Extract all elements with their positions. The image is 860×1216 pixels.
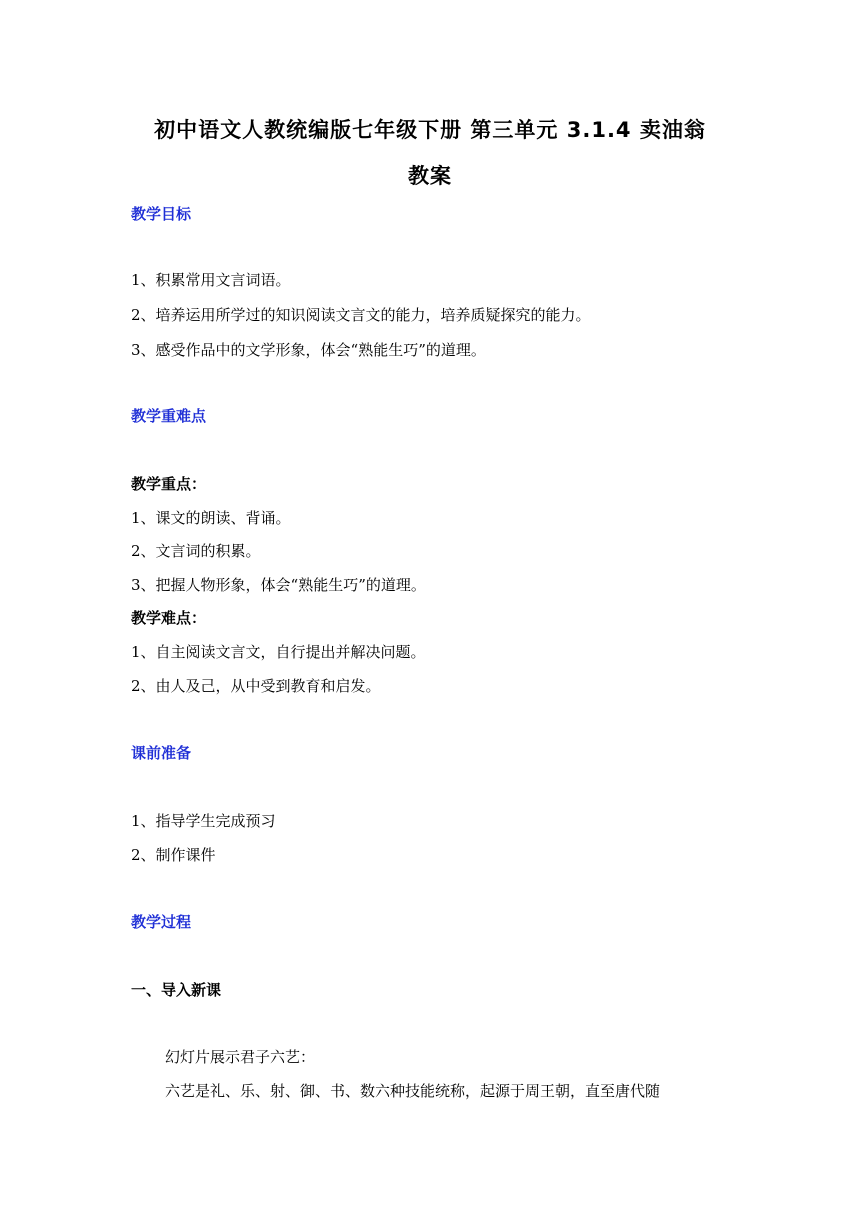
- goal-item: 3、感受作品中的文学形象，体会“熟能生巧”的道理。: [131, 341, 486, 359]
- difficulty-item: 2、由人及己，从中受到教育和启发。: [131, 677, 381, 695]
- focus-item: 2、文言词的积累。: [131, 542, 261, 560]
- step-paragraph: 幻灯片展示君子六艺：: [165, 1048, 316, 1066]
- focus-item: 3、把握人物形象，体会“熟能生巧”的道理。: [131, 576, 426, 594]
- difficulty-item: 1、自主阅读文言文，自行提出并解决问题。: [131, 643, 426, 661]
- step-title: 一、导入新课: [131, 981, 222, 999]
- focus-item: 1、课文的朗读、背诵。: [131, 509, 291, 527]
- prep-item: 2、制作课件: [131, 846, 216, 864]
- document-title-continued: 教案: [408, 164, 452, 188]
- prep-item: 1、指导学生完成预习: [131, 812, 276, 830]
- step-paragraph: 六艺是礼、乐、射、御、书、数六种技能统称，起源于周王朝，直至唐代随: [165, 1082, 661, 1100]
- focus-label: 教学重点：: [131, 475, 207, 493]
- section-heading-prep: 课前准备: [131, 744, 192, 762]
- section-heading-key-points: 教学重难点: [131, 407, 207, 425]
- section-heading-goals: 教学目标: [131, 205, 192, 223]
- goal-item: 1、积累常用文言词语。: [131, 271, 291, 289]
- difficulty-label: 教学难点：: [131, 609, 207, 627]
- section-heading-process: 教学过程: [131, 913, 192, 931]
- goal-item: 2、培养运用所学过的知识阅读文言文的能力，培养质疑探究的能力。: [131, 306, 591, 324]
- document-title: 初中语文人教统编版七年级下册 第三单元 3.1.4 卖油翁: [154, 118, 706, 142]
